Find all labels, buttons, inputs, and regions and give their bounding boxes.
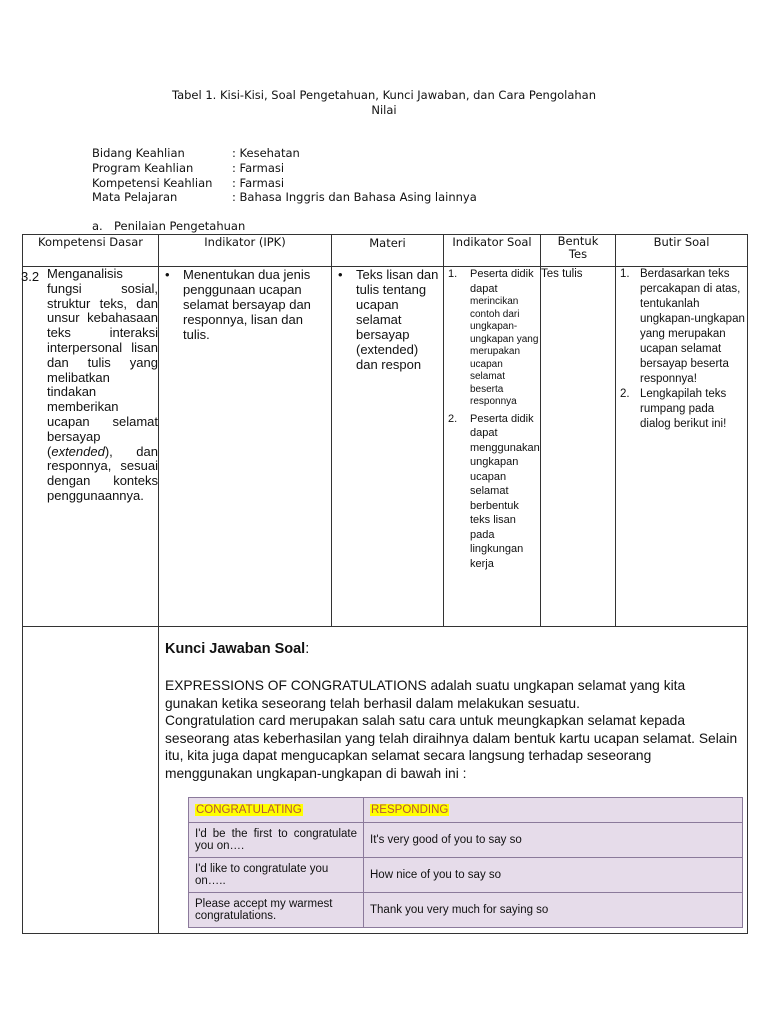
kd-text-italic: extended [51, 443, 105, 459]
list-item [616, 387, 747, 432]
meta-info [92, 146, 477, 205]
butir-text: Lengkapilah teks rumpang pada dialog berikut ini! [640, 388, 727, 430]
bullet-icon: • [165, 267, 170, 282]
kisi-kisi-table [22, 234, 748, 934]
list-item [159, 267, 331, 342]
kd-text [47, 267, 158, 504]
header-butir-soal: Butir Soal [616, 235, 748, 267]
header-indikator-soal: Indikator Soal [444, 235, 541, 267]
kompetensi-dasar-cell [23, 267, 159, 627]
meta-value: : Farmasi [232, 175, 285, 190]
item-number: 2. [448, 412, 458, 425]
list-item [332, 267, 443, 372]
indikator-soal-cell [444, 267, 541, 627]
table-header-row [23, 235, 748, 267]
indikator-ipk-cell [159, 267, 332, 627]
meta-row [92, 146, 477, 161]
item-number: 1. [448, 268, 458, 280]
kd-text-pre: Menganalisis fungsi sosial, struktur teks, dan unsur kebahasaan teks interaksi interpersonal lisan dan tulis yang melibatkan tindakan memberikan ucapan selamat bersayap ( [47, 266, 158, 459]
table-row [189, 893, 743, 928]
expressions-header-row [189, 798, 743, 823]
responding-cell: It's very good of you to say so [364, 823, 743, 858]
list-item [616, 267, 747, 387]
kunci-heading-text: Kunci Jawaban Soal [165, 641, 306, 657]
header-responding [364, 798, 743, 823]
responding-label: RESPONDING [371, 804, 449, 816]
kunci-heading-colon: : [305, 641, 310, 657]
meta-row [92, 176, 477, 191]
meta-row [92, 161, 477, 176]
responding-cell: Thank you very much for saying so [364, 893, 743, 928]
materi-text: Teks lisan dan tulis tentang ucapan selamat bersayap (extended) dan respon [356, 267, 439, 372]
kd-number: 3.2 [21, 269, 40, 284]
materi-cell [332, 267, 444, 627]
congratulating-cell: Please accept my warmest congratulations. [189, 893, 364, 928]
congratulating-cell: I'd like to congratulate you on….. [189, 858, 364, 893]
butir-text: Berdasarkan teks percakapan di atas, tentukanlah ungkapan-ungkapan yang merupakan ucapan selamat bersayap beserta responnya! [640, 268, 745, 385]
section-number: a. [92, 219, 103, 233]
meta-label: Mata Pelajaran [92, 190, 178, 205]
meta-label: Kompetensi Keahlian [92, 175, 213, 190]
table-row [189, 823, 743, 858]
meta-label: Bidang Keahlian [92, 146, 185, 160]
section-heading [92, 219, 245, 233]
congratulating-cell: I'd be the first to congratulate you on…. [189, 823, 364, 858]
kunci-paragraph-1: EXPRESSIONS OF CONGRATULATIONS adalah suatu ungkapan selamat yang kita gunakan ketika seseorang telah berhasil dalam melakukan sesuatu. [165, 678, 686, 711]
meta-value: : Kesehatan [232, 146, 300, 160]
list-item [444, 267, 540, 409]
congratulating-label: CONGRATULATING [196, 804, 302, 816]
table-row [23, 627, 748, 934]
header-bentuk-tes [541, 235, 616, 267]
table-row [23, 267, 748, 627]
meta-label: Program Keahlian [92, 160, 194, 175]
kd-text-post: ), dan responnya, sesuai dengan konteks penggunaannya. [47, 443, 158, 503]
list-item [444, 412, 540, 572]
table-row [189, 858, 743, 893]
item-number: 2. [620, 388, 630, 400]
responding-cell: How nice of you to say so [364, 858, 743, 893]
bullet-icon: • [338, 267, 343, 282]
header-materi: Materi [332, 235, 444, 267]
kunci-jawaban [159, 627, 747, 933]
empty-cell [23, 627, 159, 934]
kunci-heading [165, 641, 741, 657]
header-kompetensi-dasar: Kompetensi Dasar [23, 235, 159, 267]
header-bentuk-line: Bentuk [557, 234, 599, 248]
indikator-text: Peserta didik dapat menggunakan ungkapan ucapan selamat berbentuk teks lisan pada lingkungan kerja [470, 412, 540, 570]
indikator-text: Peserta didik dapat [470, 268, 534, 295]
meta-value: : Bahasa Inggris dan Bahasa Asing lainnya [232, 190, 477, 205]
meta-row [92, 190, 477, 205]
header-congratulating [189, 798, 364, 823]
header-indikator-ipk: Indikator (IPK) [159, 235, 332, 267]
ipk-text: Menentukan dua jenis penggunaan ucapan selamat bersayap dan responnya, lisan dan tulis. [183, 267, 311, 342]
header-tes-line: Tes [568, 247, 588, 261]
expressions-table [188, 797, 743, 928]
bentuk-tes-cell: Tes tulis [541, 267, 616, 627]
meta-value: : Farmasi [232, 160, 285, 175]
kunci-jawaban-cell [159, 627, 748, 934]
butir-soal-cell [616, 267, 748, 627]
title-line-2: Nilai [371, 103, 397, 117]
indikator-text-small: merincikan contoh dari ungkapan-ungkapan yang merupakan ucapan selamat beserta responnya [470, 296, 539, 407]
document-title [0, 88, 768, 118]
item-number: 1. [620, 268, 630, 280]
kunci-paragraph-2: Congratulation card merupakan salah satu cara untuk meungkapkan selamat kepada seseorang atas keberhasilan yang telah diraihnya dalam bentuk kartu ucapan selamat. Selain itu, kita juga dapat mengucapkan selamat secara langsung terhadap seseorang menggunakan ungkapan-ungkapan di bawah ini : [165, 713, 738, 781]
section-label: Penilaian Pengetahuan [114, 219, 246, 233]
title-line-1: Tabel 1. Kisi-Kisi, Soal Pengetahuan, Kunci Jawaban, dan Cara Pengolahan [171, 88, 597, 102]
